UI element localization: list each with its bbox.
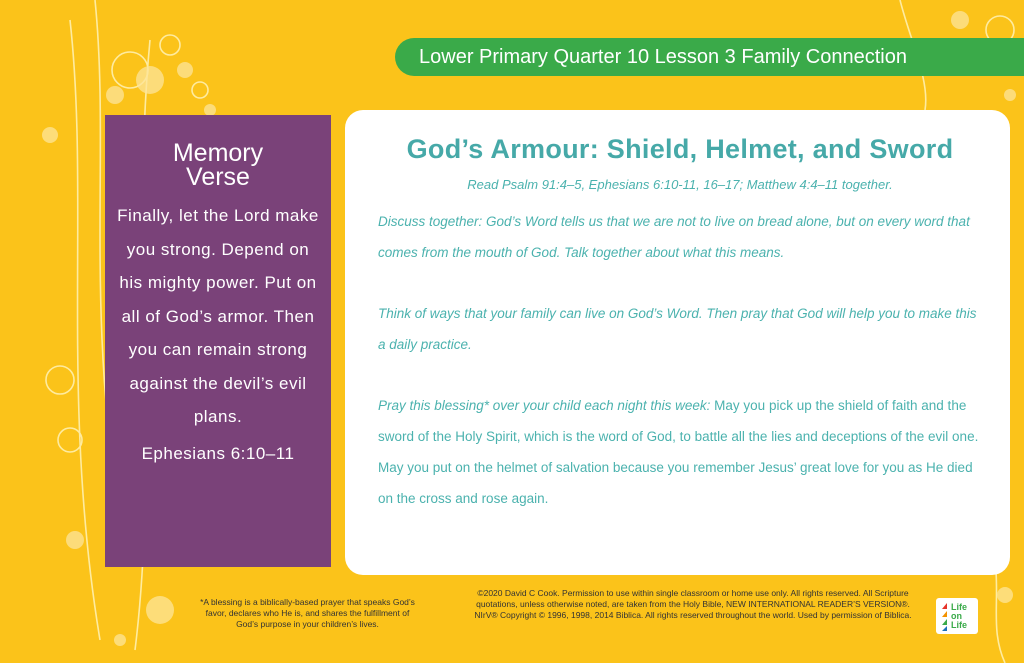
memory-verse-text: Finally, let the Lord make you strong. Depend on his mighty power. Put on all of God’s armor. Then you can remain strong against the devil’s evil plans.: [117, 206, 319, 426]
logo-line-1: Life: [951, 601, 968, 612]
think-text: Think of ways that your family can live on God’s Word. Then pray that God will help you to make this a daily practice.: [378, 306, 977, 352]
discuss-text: Discuss together: God’s Word tells us that we are not to live on bread alone, but on every word that comes from the mouth of God. Talk together about what this means.: [378, 214, 970, 260]
reading-instructions: Read Psalm 91:4–5, Ephesians 6:10-11, 16–17; Matthew 4:4–11 together.: [467, 177, 893, 192]
logo-line-2: on: [951, 610, 962, 621]
think-paragraph: [378, 298, 982, 360]
lesson-banner: Lower Primary Quarter 10 Lesson 3 Family Connection: [395, 38, 1024, 76]
blessing-paragraph: [378, 390, 982, 514]
logo-text: [951, 603, 967, 630]
life-on-life-logo: [936, 598, 978, 634]
memory-verse-panel: [105, 115, 331, 567]
memory-verse-title: Memory Verse: [172, 139, 264, 191]
logo-mark-icon: [939, 601, 949, 631]
blessing-footnote: *A blessing is a biblically-based prayer that speaks God’s favor, declares who He is, and shares the fulfillment of God’s purpose in your children’s lives.: [200, 597, 415, 629]
blessing-text: May you pick up the shield of faith and the sword of the Holy Spirit, which is the word of God, to battle all the lies and deceptions of the evil one. May you put on the helmet of salvation because you remember Jesus’ great love for you as He died on the cross and rose again.: [378, 398, 979, 506]
memory-verse-reference: Ephesians 6:10–11: [141, 443, 295, 463]
lesson-title: God’s Armour: Shield, Helmet, and Sword: [406, 134, 954, 164]
logo-line-3: Life: [951, 619, 968, 630]
discuss-paragraph: [378, 206, 982, 268]
lesson-card: [345, 110, 1010, 575]
blessing-intro: Pray this blessing* over your child each night this week:: [378, 398, 711, 413]
copyright-notice: ©2020 David C Cook. Permission to use within single classroom or home use only. All rights reserved. All Scripture quotations, unless otherwise noted, are taken from the Holy Bible, NEW INTERNATIONAL READER’S VERSION®. NIrV® Copyright © 1996, 1998, 2014 Biblica. All rights reserved throughout the world. Used by permission of Biblica.: [474, 588, 912, 620]
